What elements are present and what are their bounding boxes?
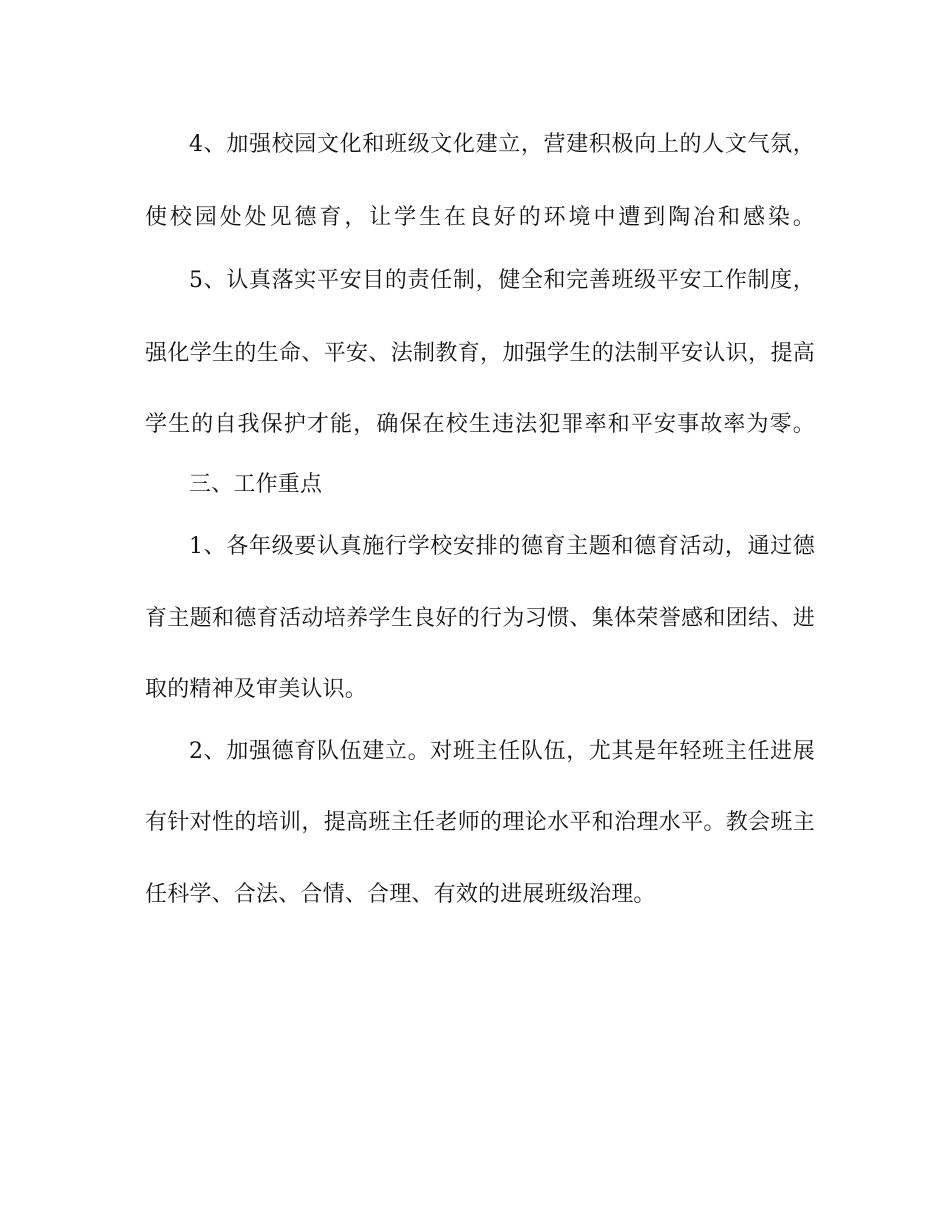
text-line: 使校园处处见德育，让学生在良好的环境中遭到陶冶和感染。 <box>145 205 815 230</box>
text-line: 学生的自我保护才能，确保在校生违法犯罪率和平安事故率为零。 <box>145 412 815 437</box>
text-line: 2、加强德育队伍建立。对班主任队伍，尤其是年轻班主任进展 <box>189 739 815 764</box>
text-line: 4、加强校园文化和班级文化建立，营建积极向上的人文气氛， <box>189 132 815 157</box>
text-line: 强化学生的生命、平安、法制教育，加强学生的法制平安认识，提高 <box>145 341 815 366</box>
text-line: 1、各年级要认真施行学校安排的德育主题和德育活动，通过德 <box>189 534 815 559</box>
text-line: 任科学、合法、合情、合理、有效的进展班级治理。 <box>145 882 656 907</box>
text-line: 有针对性的培训，提高班主任老师的理论水平和治理水平。教会班主 <box>145 810 815 835</box>
text-line: 取的精神及审美认识。 <box>145 677 368 702</box>
text-line: 育主题和德育活动培养学生良好的行为习惯、集体荣誉感和团结、进 <box>145 606 815 631</box>
section-heading: 三、工作重点 <box>189 472 323 497</box>
text-line: 5、认真落实平安目的责任制，健全和完善班级平安工作制度， <box>189 268 815 293</box>
